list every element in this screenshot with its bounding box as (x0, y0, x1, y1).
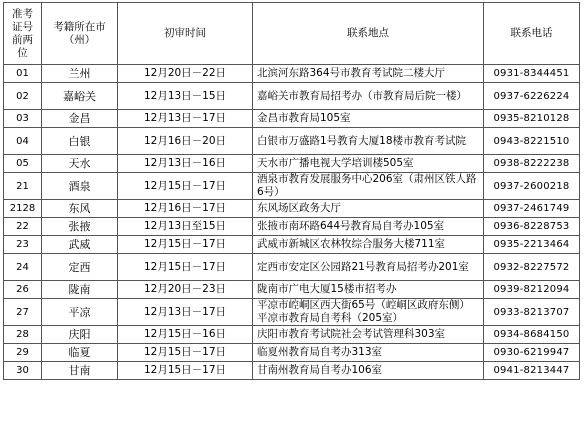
table-row (4, 65, 580, 83)
cell-contact-phone: 0934-8684150 (484, 326, 580, 344)
table-row (4, 83, 580, 110)
cell-contact-place: 陇南市广电大厦15楼市招考办 (253, 281, 484, 299)
table-row (4, 218, 580, 236)
cell-city: 定西 (42, 254, 118, 281)
cell-review-time: 12月20日－22日 (118, 65, 253, 83)
cell-review-time: 12月15日－17日 (118, 236, 253, 254)
cell-city: 嘉峪关 (42, 83, 118, 110)
cell-contact-phone: 0936-8228753 (484, 218, 580, 236)
cell-contact-place: 东风场区政务大厅 (253, 200, 484, 218)
cell-city: 张掖 (42, 218, 118, 236)
contact-table (3, 2, 580, 380)
cell-contact-place: 临夏州教育局自考办313室 (253, 344, 484, 362)
cell-exam-code: 2128 (4, 200, 42, 218)
cell-contact-phone: 0943-8221510 (484, 128, 580, 155)
cell-contact-phone: 0937-2600218 (484, 173, 580, 200)
cell-exam-code: 22 (4, 218, 42, 236)
cell-city: 陇南 (42, 281, 118, 299)
cell-review-time: 12月13日至15日 (118, 218, 253, 236)
cell-city: 甘南 (42, 362, 118, 380)
cell-exam-code: 02 (4, 83, 42, 110)
cell-review-time: 12月15日－17日 (118, 173, 253, 200)
table-row (4, 299, 580, 326)
cell-city: 东风 (42, 200, 118, 218)
cell-city: 兰州 (42, 65, 118, 83)
cell-contact-place: 嘉峪关市教育局招考办（市教育局后院一楼） (253, 83, 484, 110)
header-exam-code: 准考证号前两位 (4, 3, 42, 65)
header-row (4, 3, 580, 65)
cell-exam-code: 29 (4, 344, 42, 362)
cell-exam-code: 23 (4, 236, 42, 254)
cell-contact-phone: 0935-2213464 (484, 236, 580, 254)
cell-review-time: 12月16日－17日 (118, 200, 253, 218)
contact-table-container (3, 2, 580, 380)
cell-city: 临夏 (42, 344, 118, 362)
cell-contact-place: 张掖市南环路644号教育局自考办105室 (253, 218, 484, 236)
table-row (4, 110, 580, 128)
cell-exam-code: 04 (4, 128, 42, 155)
table-row (4, 254, 580, 281)
cell-contact-phone: 0937-6226224 (484, 83, 580, 110)
cell-contact-place: 庆阳市教育考试院社会考试管理科303室 (253, 326, 484, 344)
header-contact-place: 联系地点 (253, 3, 484, 65)
cell-review-time: 12月13日－16日 (118, 155, 253, 173)
cell-contact-phone: 0941-8213447 (484, 362, 580, 380)
header-contact-phone: 联系电话 (484, 3, 580, 65)
cell-contact-phone: 0933-8213707 (484, 299, 580, 326)
cell-contact-place: 武威市新城区农林牧综合服务大楼711室 (253, 236, 484, 254)
cell-contact-place: 平凉市崆峒区西大街65号（崆峒区政府东侧）平凉市教育局自考科（205室） (253, 299, 484, 326)
cell-review-time: 12月16日－20日 (118, 128, 253, 155)
cell-contact-phone: 0931-8344451 (484, 65, 580, 83)
cell-exam-code: 28 (4, 326, 42, 344)
cell-review-time: 12月13日－17日 (118, 299, 253, 326)
cell-exam-code: 24 (4, 254, 42, 281)
table-row (4, 173, 580, 200)
cell-city: 金昌 (42, 110, 118, 128)
cell-contact-place: 定西市安定区公园路21号教育局招考办201室 (253, 254, 484, 281)
table-row (4, 326, 580, 344)
cell-contact-phone: 0938-8222238 (484, 155, 580, 173)
cell-contact-phone: 0930-6219947 (484, 344, 580, 362)
cell-exam-code: 03 (4, 110, 42, 128)
cell-city: 天水 (42, 155, 118, 173)
table-row (4, 236, 580, 254)
table-row (4, 344, 580, 362)
cell-review-time: 12月15日－17日 (118, 344, 253, 362)
cell-exam-code: 27 (4, 299, 42, 326)
cell-review-time: 12月15日－17日 (118, 362, 253, 380)
cell-exam-code: 01 (4, 65, 42, 83)
cell-contact-phone: 0932-8227572 (484, 254, 580, 281)
cell-contact-phone: 0937-2461749 (484, 200, 580, 218)
header-review-time: 初审时间 (118, 3, 253, 65)
table-row (4, 128, 580, 155)
cell-contact-place: 白银市万盛路1号教育大厦18楼市教育考试院 (253, 128, 484, 155)
cell-exam-code: 30 (4, 362, 42, 380)
cell-exam-code: 05 (4, 155, 42, 173)
cell-contact-place: 甘南州教育局自考办106室 (253, 362, 484, 380)
table-row (4, 200, 580, 218)
table-row (4, 155, 580, 173)
cell-contact-phone: 0939-8212094 (484, 281, 580, 299)
cell-exam-code: 21 (4, 173, 42, 200)
cell-city: 武威 (42, 236, 118, 254)
cell-review-time: 12月20日－23日 (118, 281, 253, 299)
cell-city: 酒泉 (42, 173, 118, 200)
cell-review-time: 12月13日－15日 (118, 83, 253, 110)
cell-contact-phone: 0935-8210128 (484, 110, 580, 128)
cell-review-time: 12月15日－16日 (118, 326, 253, 344)
cell-contact-place: 酒泉市教育发展服务中心206室（肃州区铁人路6号） (253, 173, 484, 200)
cell-city: 白银 (42, 128, 118, 155)
cell-exam-code: 26 (4, 281, 42, 299)
cell-contact-place: 金昌市教育局105室 (253, 110, 484, 128)
table-row (4, 362, 580, 380)
header-city: 考籍所在市（州） (42, 3, 118, 65)
cell-contact-place: 天水市广播电视大学培训楼505室 (253, 155, 484, 173)
cell-contact-place: 北滨河东路364号市教育考试院二楼大厅 (253, 65, 484, 83)
cell-review-time: 12月13日－17日 (118, 110, 253, 128)
cell-city: 庆阳 (42, 326, 118, 344)
cell-city: 平凉 (42, 299, 118, 326)
cell-review-time: 12月15日－17日 (118, 254, 253, 281)
table-row (4, 281, 580, 299)
